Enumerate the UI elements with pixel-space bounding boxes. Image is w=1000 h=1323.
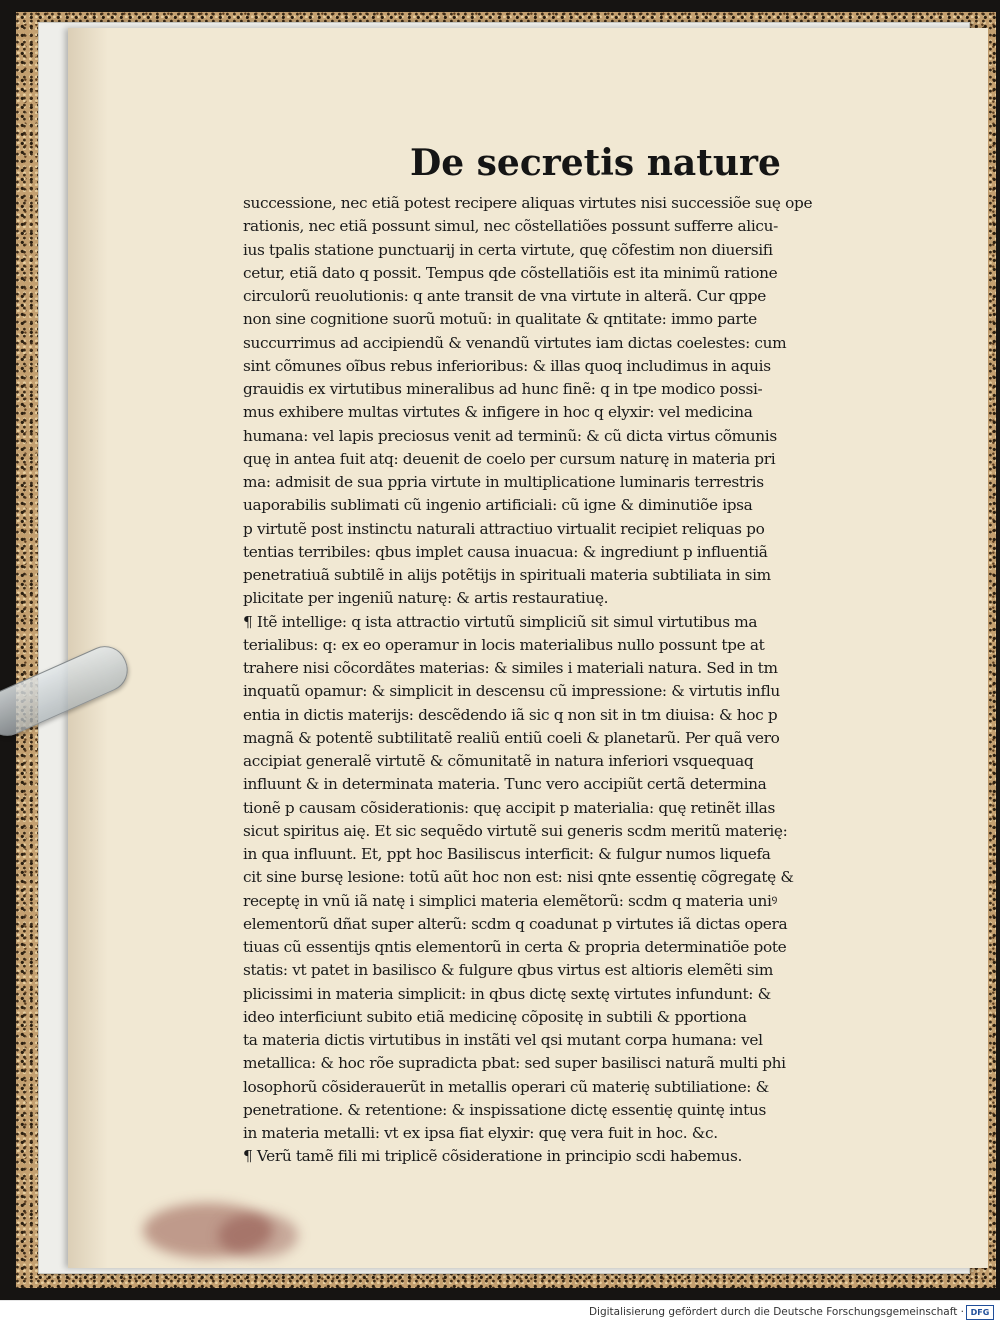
text-line: circulorũ reuolutionis: q ante transit de vna virtute in alterã. Cur qppe <box>243 287 766 305</box>
text-line: tentias terribiles: qbus implet causa inuacua: & ingrediunt p influentiã <box>243 542 768 561</box>
text-line: succurrimus ad accipiendũ & venandũ virtutes iam dictas coelestes: cum <box>243 333 787 352</box>
text-line: humana: vel lapis preciosus venit ad terminũ: & cũ dicta virtus cõmunis <box>243 426 777 445</box>
text-line: plicitate per ingeniũ naturę: & artis restauratiuę. <box>243 589 609 608</box>
text-line: sint cõmunes oĩbus rebus inferioribus: & illas quoq includimus in aquis <box>243 356 771 375</box>
dfg-logo-text: DFG <box>970 1308 990 1317</box>
text-line: ius tpalis statione punctuarij in certa virtute, quę cõfestim non diuersifi <box>243 240 773 259</box>
text-line: ¶ Verũ tamẽ fili mi triplicẽ cõsideratione in principio scdi habemus. <box>243 1147 743 1166</box>
page-heading: De secretis nature <box>410 142 781 184</box>
text-line: ta materia dictis virtutibus in instãti vel qsi mutant corpa humana: vel <box>243 1031 763 1049</box>
text-line: statis: vt patet in basilisco & fulgure qbus virtus est altioris elemẽti sim <box>243 961 773 980</box>
text-line: magnã & potentẽ subtilitatẽ realiũ entiũ coeli & planetarũ. Per quã vero <box>243 728 780 747</box>
text-line: receptę in vnũ iã natę i simplici materia elemẽtorũ: scdm q materia uniꝰ <box>243 891 778 910</box>
text-line: uaporabilis sublimati cũ ingenio artificiali: cũ igne & diminutiõe ipsa <box>243 496 753 515</box>
text-line: ¶ Itẽ intellige: q ista attractio virtutũ simpliciũ sit simul virtutibus ma <box>243 612 758 631</box>
text-line: elementorũ dñat super alterũ: scdm q coadunat p virtutes iã dictas opera <box>243 914 788 933</box>
text-line: trahere nisi cõcordãtes materias: & similes i materiali natura. Sed in tm <box>243 659 778 677</box>
text-line: influunt & in determinata materia. Tunc vero accipiũt certã determina <box>243 775 767 794</box>
text-line: cit sine bursę lesione: totũ aũt hoc non est: nisi qnte essentię cõgregatę & <box>243 868 794 887</box>
text-line: terialibus: q: ex eo operamur in locis materialibus nullo possunt tpe at <box>243 635 765 654</box>
text-line: penetratione. & retentione: & inspissatione dictę essentię quintę intus <box>243 1100 766 1119</box>
text-line: in materia metalli: vt ex ipsa fiat elyxir: quę vera fuit in hoc. &c. <box>243 1124 718 1142</box>
text-line: entia in dictis materijs: descẽdendo iã sic q non sit in tm diuisa: & hoc p <box>243 705 778 724</box>
text-line: tiuas cũ essentijs qntis elementorũ in certa & propria determinatiõe pote <box>243 938 787 956</box>
text-line: ideo interficiunt subito etiã medicinę cõpositę in subtili & pportiona <box>243 1007 747 1026</box>
text-line: in qua influunt. Et, ppt hoc Basiliscus interficit: & fulgur numos liquefa <box>243 845 771 863</box>
funding-credit: Digitalisierung gefördert durch die Deutsche Forschungsgemeinschaft · <box>588 1306 964 1318</box>
dfg-logo <box>966 1305 994 1320</box>
text-line: metallica: & hoc rõe supradicta pbat: sed super basilisci naturã multi phi <box>243 1054 786 1073</box>
text-line: cetur, etiã dato q possit. Tempus qde cõstellatiõis est ita minimũ ratione <box>243 263 778 282</box>
text-line: penetratiuã subtilẽ in alijs potẽtijs in spirituali materia subtiliata in sim <box>243 566 771 584</box>
text-line: mus exhibere multas virtutes & infigere in hoc q elyxir: vel medicina <box>243 403 753 422</box>
text-line: losophorũ cõsiderauerũt in metallis operari cũ materię subtiliatione: & <box>243 1077 769 1096</box>
text-line: grauidis ex virtutibus mineralibus ad hunc finẽ: q in tpe modico possi- <box>243 380 763 398</box>
text-line: plicissimi in materia simplicit: in qbus dictę sextę virtutes infundunt: & <box>243 984 771 1003</box>
text-line: successione, nec etiã potest recipere aliquas virtutes nisi successiõe suę ope <box>243 194 813 212</box>
text-line: sicut spiritus aię. Et sic sequẽdo virtutẽ sui generis scdm meritũ materię: <box>243 821 788 840</box>
text-line: non sine cognitione suorũ motuũ: in qualitate & qntitate: immo parte <box>243 310 757 329</box>
text-line: quę in antea fuit atq: deuenit de coelo per cursum naturę in materia pri <box>243 449 776 468</box>
footer-bar <box>0 1300 1000 1323</box>
text-line: tionẽ p causam cõsiderationis: quę accipit p materialia: quę retinẽt illas <box>243 798 775 817</box>
page-text-block <box>243 192 883 1169</box>
text-line: p virtutẽ post instinctu naturali attractiuo virtualit recipiet reliquas po <box>243 519 765 538</box>
text-line: accipiat generalẽ virtutẽ & cõmunitatẽ in natura inferiori vsquequaq <box>243 752 754 770</box>
page-stain <box>218 1213 298 1258</box>
text-line: inquatũ opamur: & simplicit in descensu cũ impressione: & virtutis influ <box>243 682 780 701</box>
text-line: ma: admisit de sua ppria virtute in multiplicatione luminaris terrestris <box>243 473 764 491</box>
text-line: rationis, nec etiã possunt simul, nec cõstellatiões possunt sufferre alicu- <box>243 217 778 236</box>
